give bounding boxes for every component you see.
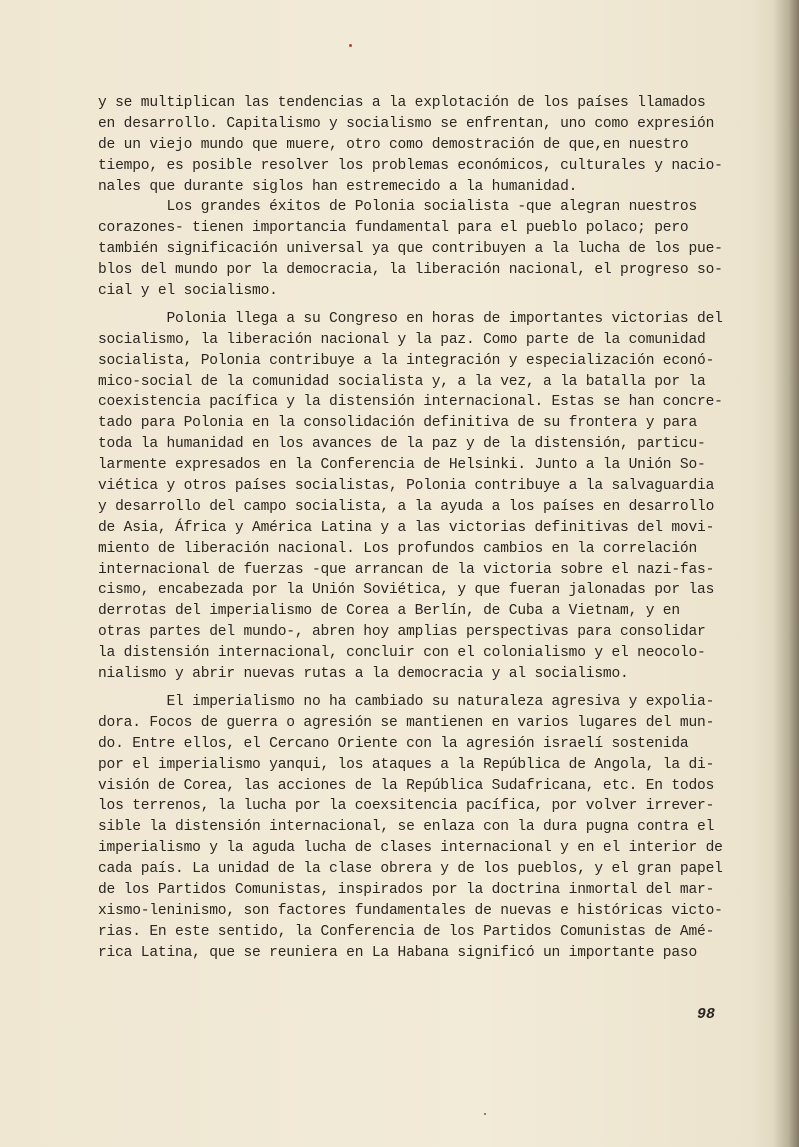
text-line: rica Latina, que se reuniera en La Habana significó un importante paso [98, 944, 698, 961]
text-line: cial y el socialismo. [98, 283, 278, 300]
text-line: larmente expresados en la Conferencia de Helsinki. Junto a la Unión So- [98, 457, 706, 474]
text-line: socialismo, la liberación nacional y la paz. Como parte de la comunidad [98, 331, 706, 348]
text-line: y desarrollo del campo socialista, a la ayuda a los países en desarrollo [98, 498, 715, 515]
text-line: mico-social de la comunidad socialista y, a la vez, a la batalla por la [98, 373, 706, 390]
paragraph [98, 692, 738, 964]
text-line: la distensión internacional, concluir con el colonialismo y el neocolo- [98, 645, 706, 662]
text-line: cada país. La unidad de la clase obrera y de los pueblos, y el gran papel [98, 861, 723, 878]
text-line: por el imperialismo yanqui, los ataques a la República de Angola, la di- [98, 756, 715, 773]
text-line: rias. En este sentido, la Conferencia de los Partidos Comunistas de Amé- [98, 923, 715, 940]
text-line: de un viejo mundo que muere, otro como demostración de que,en nuestro [98, 136, 689, 153]
text-line: socialista, Polonia contribuye a la integración y especialización econó- [98, 352, 715, 369]
text-line: corazones- tienen importancia fundamental para el pueblo polaco; pero [98, 220, 689, 237]
text-line: toda la humanidad en los avances de la paz y de la distensión, particu- [98, 436, 706, 453]
text-line: nales que durante siglos han estremecido a la humanidad. [98, 178, 578, 195]
text-line: de Asia, África y América Latina y a las victorias definitivas del movi- [98, 519, 715, 536]
text-line: miento de liberación nacional. Los profundos cambios en la correlación [98, 540, 698, 557]
text-line: do. Entre ellos, el Cercano Oriente con la agresión israelí sostenida [98, 735, 689, 752]
body-text [98, 93, 738, 964]
text-line: Polonia llega a su Congreso en horas de importantes victorias del [98, 310, 723, 327]
text-line: xismo-leninismo, son factores fundamentales de nuevas e históricas victo- [98, 902, 723, 919]
ink-speck [349, 44, 352, 47]
text-line: y se multiplican las tendencias a la explotación de los países llamados [98, 95, 706, 111]
text-line: de los Partidos Comunistas, inspirados por la doctrina inmortal del mar- [98, 881, 715, 898]
text-line: nialismo y abrir nuevas rutas a la democracia y al socialismo. [98, 666, 629, 683]
text-line: tado para Polonia en la consolidación definitiva de su frontera y para [98, 415, 698, 432]
text-line: en desarrollo. Capitalismo y socialismo se enfrentan, uno como expresión [98, 115, 715, 132]
page-number: 98 [697, 1006, 716, 1023]
text-line: coexistencia pacífica y la distensión internacional. Estas se han concre- [98, 394, 723, 411]
text-line: dora. Focos de guerra o agresión se mantienen en varios lugares del mun- [98, 714, 715, 731]
binding-shadow [773, 0, 799, 1147]
text-line: cismo, encabezada por la Unión Soviética, y que fueran jalonadas por las [98, 582, 715, 599]
text-line: también significación universal ya que contribuyen a la lucha de los pue- [98, 241, 723, 258]
paragraph-gap [98, 302, 738, 309]
text-line: El imperialismo no ha cambiado su naturaleza agresiva y expolia- [98, 693, 715, 710]
text-line: derrotas del imperialismo de Corea a Berlín, de Cuba a Vietnam, y en [98, 603, 680, 620]
text-line: blos del mundo por la democracia, la liberación nacional, el progreso so- [98, 262, 723, 279]
text-line: sible la distensión internacional, se enlaza con la dura pugna contra el [98, 819, 715, 836]
text-line: otras partes del mundo-, abren hoy amplias perspectivas para consolidar [98, 624, 706, 641]
paragraph [98, 309, 738, 685]
text-line: tiempo, es posible resolver los problemas económicos, culturales y nacio- [98, 157, 723, 174]
text-line: imperialismo y la aguda lucha de clases internacional y en el interior de [98, 840, 723, 857]
paragraph-gap [98, 685, 738, 692]
text-line: internacional de fuerzas -que arrancan de la victoria sobre el nazi-fas- [98, 561, 715, 578]
text-line: visión de Corea, las acciones de la República Sudafricana, etc. En todos [98, 777, 715, 794]
text-line: Los grandes éxitos de Polonia socialista -que alegran nuestros [98, 199, 698, 216]
paragraph [98, 197, 738, 301]
text-line: los terrenos, la lucha por la coexsitencia pacífica, por volver irrever- [98, 798, 715, 815]
dust-speck [484, 1113, 486, 1115]
text-line: viética y otros países socialistas, Polonia contribuye a la salvaguardia [98, 478, 715, 495]
paragraph [98, 93, 738, 197]
